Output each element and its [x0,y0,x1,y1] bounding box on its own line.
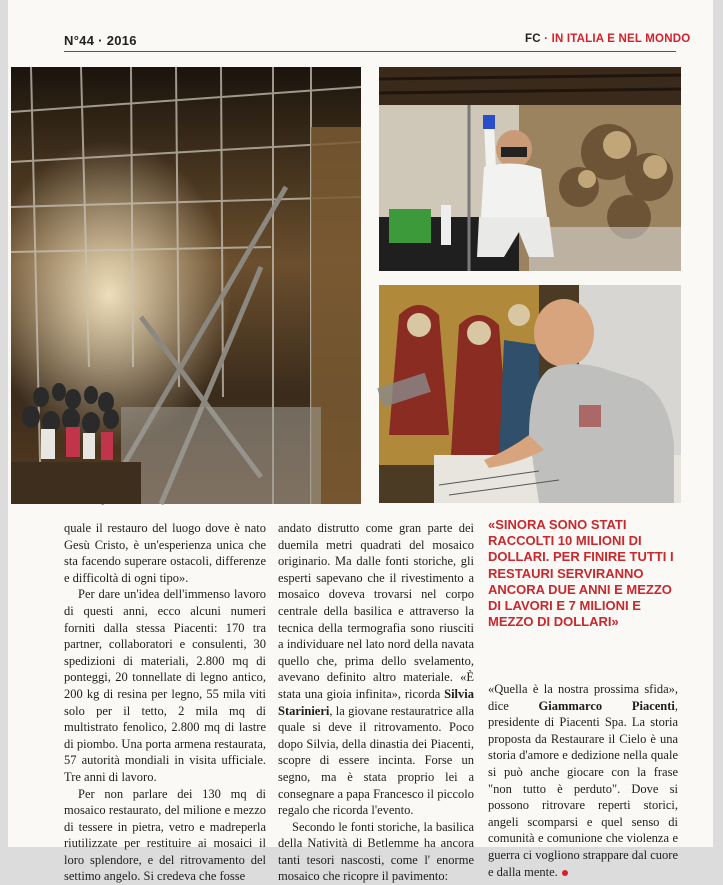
scaffolding-photo [11,67,361,504]
issue-number: N°44 · 2016 [64,33,137,48]
mosaic-photo [379,285,681,503]
paragraph: quale il restauro del luogo dove è nato Gesù Cristo, è un'esperienza unica che sta facendo superare ostacoli, differenze e difficoltà di ogni tipo». [64,520,266,586]
person-name: Silvia Starinieri [278,687,474,718]
restorer-photo [379,67,681,271]
paragraph-text: «Quella è la nostra prossima sfida», dice [488,682,678,713]
magazine-page [8,0,713,847]
paragraph: Per dare un'idea dell'immenso lavoro di questi anni, ecco alcuni numeri forniti dalla stessa Piacenti: 170 tra partner, collaboratori e consulenti, 30 spedizioni di materiali, 2.800 mq di ponteggi, 20 tonnellate di legno antico, 200 kg di resina per legno, 55 mila viti solo per il tetto, 2 mila mq di multistrato fenolico, 2.800 mq di lastre di piombo. Una porta armena restaurata, 57 autorità mondiali in visita ufficiale. Tre anni di lavoro. [64,586,266,785]
pull-quote: «SINORA SONO STATI RACCOLTI 10 MILIONI DI DOLLARI. PER FINIRE TUTTI I RESTAURI SERVIRANNO ANCORA DUE ANNI E MEZZO DI LAVORI E 7 MILIONI E MEZZO DI DOLLARI» [488,517,678,630]
paragraph-text: andato distrutto come gran parte dei duemila metri quadrati del mosaico originario. Ma dalle fonti storiche, gli esperti sapevano che il rivestimento a mosaico doveva trovarsi nel corpo centrale della basilica e attraverso la tecnica della termografia sono riusciti a individuare nel lato nord della navata quello che, prima dello svelamento, avevano definito altro materiale. «È stata una gioia infinita», ricorda [278,521,474,701]
paragraph: Per non parlare dei 130 mq di mosaico restaurato, del milione e mezzo di tessere in pietra, vetro e madreperla riutilizzate per restituire ai mosaici il loro splendore, e del ritrovamento del settimo angelo. Si credeva che fosse [64,786,266,885]
paragraph [488,681,678,880]
paragraph-text: , presidente di Piacenti Spa. La storia proposta da Restaurare il Cielo è una storia d'amore e dedizione nella quale si può anche giocare con la frase "non tutto è perduto". Dove si possono ritrovare reperti storici, angeli scomparsi e quel senso di comunità e comunione che violenza e guerra ci vogliono strappare dal cuore e dalla mente. [488,699,678,879]
paragraph [278,520,474,819]
end-mark-icon [562,870,568,876]
paragraph: Secondo le fonti storiche, la basilica della Natività di Betlemme ha ancora tanti tesori nascosti, come l' enorme mosaico che ricopre il pavimento: [278,819,474,885]
person-name: Giammarco Piacenti [539,699,675,713]
section-prefix: FC [525,33,541,45]
header-rule [64,51,676,52]
paragraph-text: , la giovane restauratrice alla quale si deve il ritrovamento. Poco dopo Silvia, della dinastia dei Piacenti, scopre di essere incinta. Forse un segno, ma è stata proprio lei a consegnare a papa Francesco il piccolo regalo che ricorda l'evento. [278,704,474,818]
article-column-3 [488,681,678,880]
article-column-1 [64,520,266,885]
article-column-2 [278,520,474,885]
section-name: IN ITALIA E NEL MONDO [552,33,691,45]
section-separator: · [541,33,552,45]
section-header [525,33,690,45]
